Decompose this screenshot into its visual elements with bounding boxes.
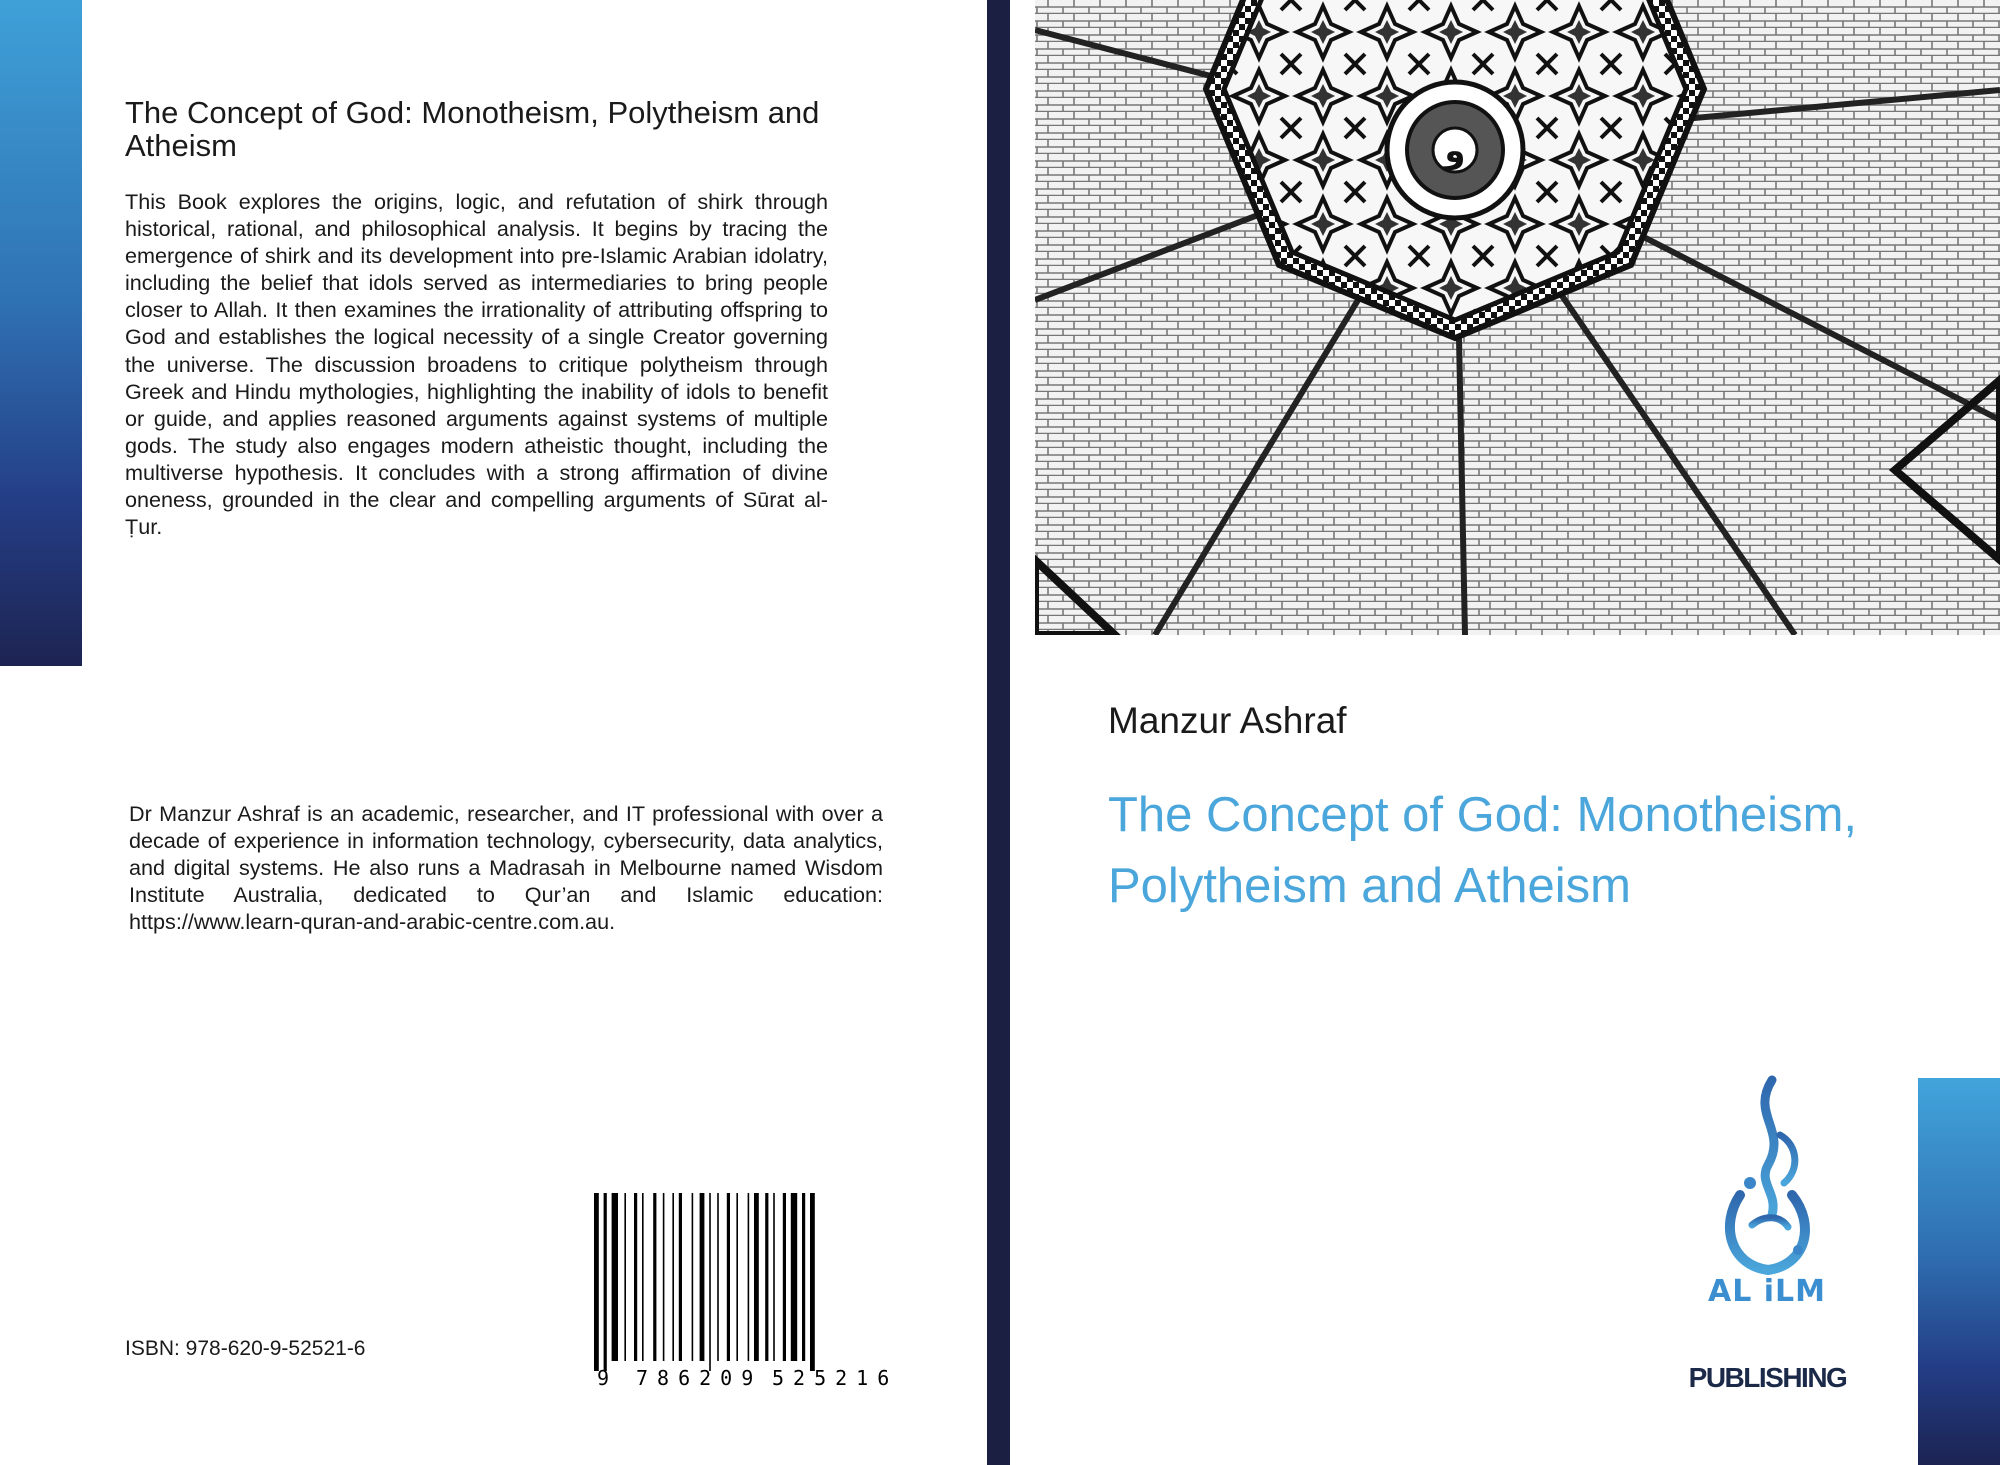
author-biography: Dr Manzur Ashraf is an academic, researcher, and IT professional with over a decade of experience in information technology, cybersecurity, data analytics, and digital systems. He also runs a Madrasah in Melbourne named Wisdom Institute Australia, dedicated to Qur’an and Islamic education: https://www.learn-quran-and-arabic-centre.com.au. [129,801,883,935]
isbn-number: ISBN: 978-620-9-52521-6 [125,1337,366,1360]
barcode-digit-lead: 9 [597,1366,610,1390]
barcode [592,1193,917,1393]
front-cover-author: Manzur Ashraf [1108,700,1347,741]
barcode-bar [773,1193,775,1361]
barcode-bars [594,1193,815,1371]
barcode-bar [653,1193,656,1361]
barcode-bar [802,1193,805,1361]
barcode-bar [642,1193,644,1361]
barcode-bar [663,1193,665,1361]
publisher-logo-text: AL iLM [1707,1274,1827,1305]
barcode-bar [672,1193,674,1361]
barcode-bar [810,1193,815,1371]
publisher-name: PUBLISHING [1688,1362,1847,1393]
barcode-bar [783,1193,786,1361]
barcode-bar [765,1193,768,1361]
barcode-bar [727,1193,730,1361]
barcode-bar [717,1193,719,1361]
barcode-bar [612,1193,618,1361]
barcode-bar [791,1193,797,1361]
publisher-logo [1680,1075,1855,1305]
book-description: This Book explores the origins, logic, and refutation of shirk through historical, rational, and philosophical analysis. It begins by tracing the emergence of shirk and its development into pre-Islamic Arabian idolatry, including the belief that idols served as intermediaries to bring people closer to Allah. It then examines the irrationality of attributing offspring to God and establishes the logical necessity of a single Creator governing the universe. The discussion broadens to critique polytheism through Greek and Hindu mythologies, highlighting the inability of idols to benefit or guide, and applies reasoned arguments against systems of multiple gods. The study also engages modern atheistic thought, including the multiverse hypothesis. It concludes with a strong affirmation of divine oneness, grounded in the clear and compelling arguments of Sūrat al-Ṭur. [125,189,828,540]
barcode-bar [709,1193,711,1371]
front-cover-color-bar [1918,1078,2000,1465]
book-spine [987,0,1010,1465]
svg-text:و: و [1444,131,1466,171]
barcode-bar [748,1193,750,1361]
barcode-bar [692,1193,694,1361]
dome-pattern-icon [1035,0,2000,635]
barcode-digits-right: 525216 [772,1366,899,1390]
barcode-bar [700,1193,705,1361]
barcode-bar [754,1193,759,1361]
barcode-bar [634,1193,637,1361]
barcode-bar [624,1193,626,1361]
back-cover-title: The Concept of God: Monotheism, Polytheism and Atheism [125,95,820,163]
cover-dome-image [1035,0,2000,635]
front-cover-title: The Concept of God: Monotheism, Polytheism and Atheism [1108,788,1857,913]
barcode-digits-left: 786209 [636,1366,763,1390]
back-cover-color-bar [0,0,82,666]
barcode-bar [604,1193,607,1371]
barcode-bar [679,1193,682,1361]
barcode-bar [736,1193,738,1361]
barcode-bar [594,1193,599,1371]
arabic-calligraphy-flame-icon [1730,1080,1805,1270]
